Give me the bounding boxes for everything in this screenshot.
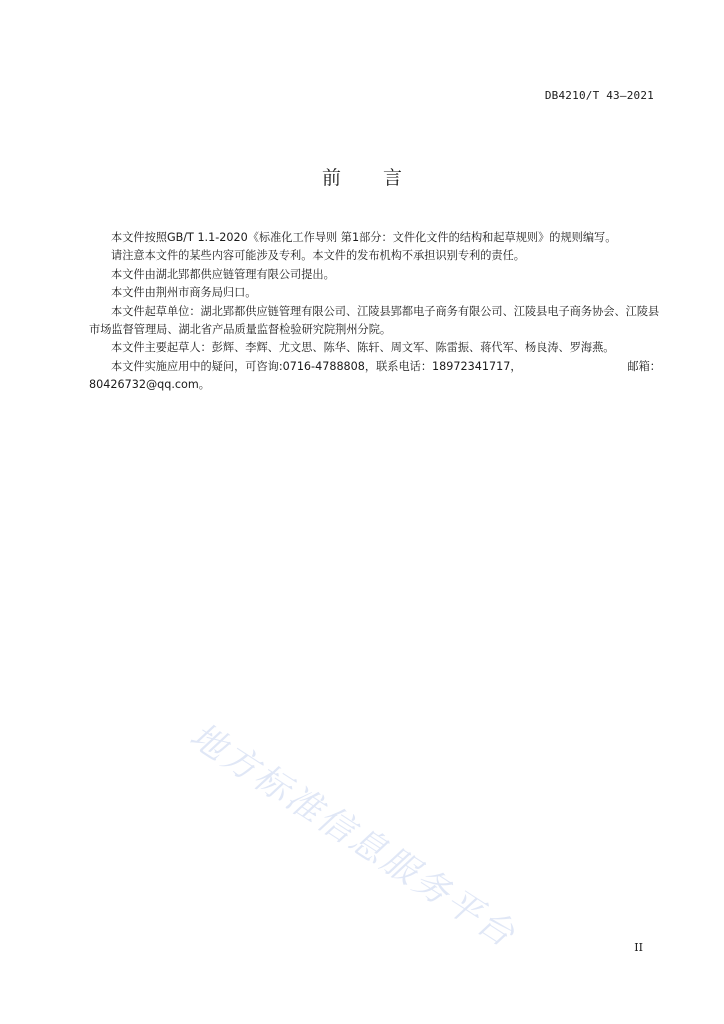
paragraph-administrator: 本文件由荆州市商务局归口。	[111, 286, 257, 300]
paragraph-drafters: 本文件主要起草人：彭辉、李辉、尤文思、陈华、陈轩、周文军、陈雷振、蒋代军、杨良涛、罗海燕。	[111, 341, 615, 355]
contact-email-label: 邮箱：	[627, 359, 661, 373]
paragraph-patent-notice: 请注意本文件的某些内容可能涉及专利。本文件的发布机构不承担识别专利的责任。	[111, 249, 525, 263]
paragraph-standard-basis: 本文件按照GB/T 1.1-2020《标准化工作导则 第1部分：文件化文件的结构和起草规则》的规则编写。	[111, 231, 617, 244]
paragraph-drafting-units: 本文件起草单位：湖北郢都供应链管理有限公司、江陵县郢都电子商务有限公司、江陵县电子商务协会、江陵县市场监督管理局、湖北省产品质量监督检验研究院荆州分院。	[89, 304, 660, 337]
document-number: DB4210/T 43—2021	[544, 89, 654, 102]
page-number: II	[634, 941, 643, 954]
title-char-2: 言	[383, 167, 403, 189]
contact-phone-text: 本文件实施应用中的疑问，可咨询:0716-4788808，联系电话：18972341717，	[111, 359, 522, 373]
foreword-body	[89, 229, 661, 395]
contact-line	[89, 358, 661, 376]
page-title	[0, 163, 724, 190]
contact-email-address: 80426732@qq.com。	[89, 378, 210, 392]
paragraph-proposer: 本文件由湖北郢都供应链管理有限公司提出。	[111, 267, 335, 281]
title-char-1: 前	[321, 167, 341, 189]
watermark-text: 地方标准信息服务平台	[182, 715, 523, 957]
